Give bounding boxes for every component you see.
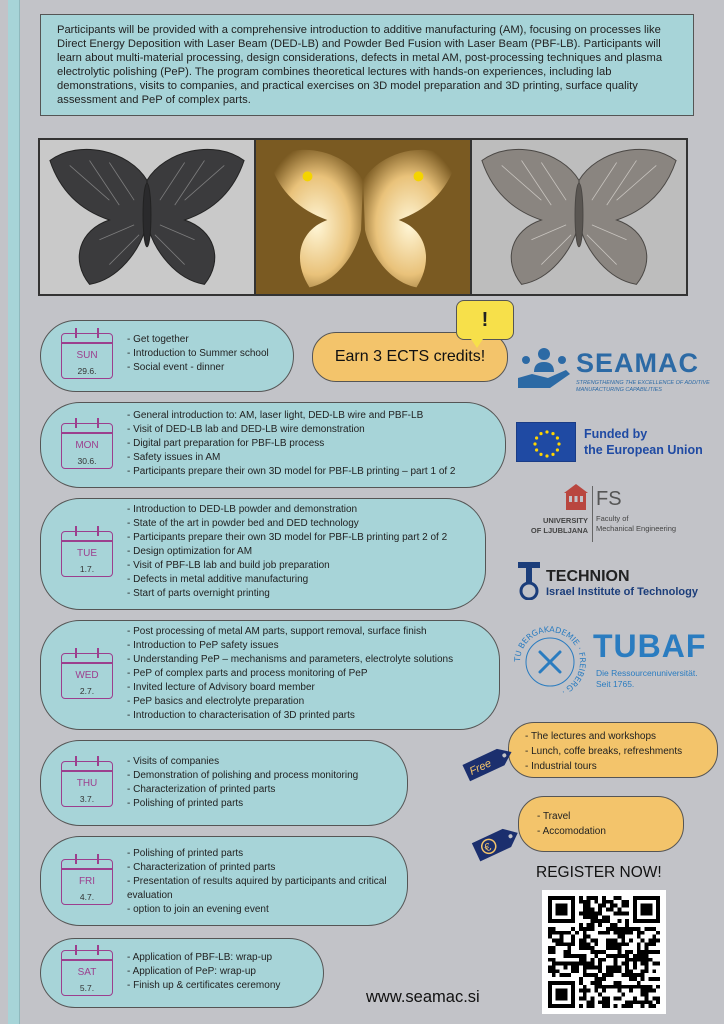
list-item: - Introduction to characterisation of 3D printed parts bbox=[127, 709, 453, 723]
list-item: - Start of parts overnight printing bbox=[127, 587, 447, 601]
university-name bbox=[520, 516, 588, 536]
day-card-mon bbox=[40, 402, 506, 488]
day-card-wed bbox=[40, 620, 500, 730]
day-name: SAT bbox=[77, 967, 97, 978]
eu-line-1: Funded by bbox=[584, 427, 648, 441]
faculty-name bbox=[596, 514, 676, 534]
tubaf-subtitle-1: Die Ressourcenuniversität. bbox=[596, 668, 698, 678]
seamac-subtitle: STRENGTHENING THE EXCELLENCE OF ADDITIVE MANUFACTURING CAPABILITIES bbox=[576, 380, 710, 393]
fs-mark: FS bbox=[596, 488, 622, 510]
free-tag-label: Free bbox=[467, 757, 494, 778]
tubaf-subtitle-2: Seit 1765. bbox=[596, 679, 635, 689]
tubaf-seal-icon bbox=[510, 622, 590, 702]
day-items bbox=[127, 333, 269, 375]
day-date: 5.7. bbox=[79, 983, 95, 993]
not-included-box bbox=[518, 796, 684, 852]
day-date: 2.7. bbox=[79, 686, 95, 696]
day-name: WED bbox=[75, 670, 99, 681]
day-date: 29.6. bbox=[77, 366, 97, 376]
day-date: 3.7. bbox=[79, 794, 95, 804]
list-item: - Application of PeP: wrap-up bbox=[127, 965, 280, 979]
eu-flag-icon bbox=[516, 422, 576, 462]
ects-badge: Earn 3 ECTS credits! bbox=[312, 332, 508, 382]
list-item: - Digital part preparation for PBF-LB process bbox=[127, 437, 456, 451]
qr-code[interactable] bbox=[542, 890, 666, 1014]
list-item: - Polishing of printed parts bbox=[127, 797, 358, 811]
free-tag-icon bbox=[456, 738, 520, 788]
faculty-line-2: Mechanical Engineering bbox=[596, 524, 677, 533]
list-item: - option to join an evening event bbox=[127, 903, 399, 917]
list-item: - Invited lecture of Advisory board member bbox=[127, 681, 453, 695]
list-item: - Visits of companies bbox=[127, 755, 358, 769]
calendar-icon bbox=[61, 333, 113, 379]
day-card-thu bbox=[40, 740, 408, 826]
day-card-sun bbox=[40, 320, 294, 392]
list-item: - Characterization of printed parts bbox=[127, 861, 399, 875]
day-date: 1.7. bbox=[79, 564, 95, 574]
list-item: - Social event - dinner bbox=[127, 361, 269, 375]
list-item: - PeP of complex parts and process monitoring of PeP bbox=[127, 667, 453, 681]
day-items bbox=[127, 847, 399, 917]
technion-logo-icon bbox=[516, 560, 542, 600]
day-card-fri bbox=[40, 836, 408, 926]
list-item: - Visit of DED-LB lab and DED-LB wire demonstration bbox=[127, 423, 456, 437]
list-item: - Visit of PBF-LB lab and build job preparation bbox=[127, 559, 447, 573]
list-item: - Accomodation bbox=[537, 824, 606, 839]
list-item: - Application of PBF-LB: wrap-up bbox=[127, 951, 280, 965]
free-items bbox=[525, 729, 682, 774]
day-name: TUE bbox=[77, 548, 97, 559]
list-item: - State of the art in powder bed and DED technology bbox=[127, 517, 447, 531]
euro-tag-icon bbox=[466, 818, 526, 868]
calendar-icon bbox=[61, 531, 113, 577]
list-item: - Introduction to DED-LB powder and demonstration bbox=[127, 503, 447, 517]
website-link[interactable]: www.seamac.si bbox=[366, 988, 480, 1006]
calendar-icon bbox=[61, 423, 113, 469]
list-item: - The lectures and workshops bbox=[525, 729, 682, 744]
calendar-icon bbox=[61, 950, 113, 996]
day-name: THU bbox=[76, 778, 98, 789]
day-name: MON bbox=[75, 440, 99, 451]
register-now: REGISTER NOW! bbox=[536, 864, 662, 881]
list-item: - Defects in metal additive manufacturing bbox=[127, 573, 447, 587]
list-item: - Get together bbox=[127, 333, 269, 347]
list-item: - Post processing of metal AM parts, support removal, surface finish bbox=[127, 625, 453, 639]
list-item: - Introduction to PeP safety issues bbox=[127, 639, 453, 653]
list-item: - Travel bbox=[537, 809, 606, 824]
technion-subtitle: Israel Institute of Technology bbox=[546, 586, 698, 598]
euro-tag-label: € bbox=[482, 841, 494, 855]
butterfly-photos bbox=[38, 138, 688, 296]
day-card-sat bbox=[40, 938, 324, 1008]
university-line-1: UNIVERSITY bbox=[542, 516, 588, 525]
list-item: - Presentation of results aquired by participants and critical evaluation bbox=[127, 875, 399, 903]
day-date: 4.7. bbox=[79, 892, 95, 902]
list-item: - Understanding PeP – mechanisms and parameters, electrolyte solutions bbox=[127, 653, 453, 667]
day-items bbox=[127, 625, 453, 723]
list-item: - PeP basics and electrolyte preparation bbox=[127, 695, 453, 709]
technion-title: TECHNION bbox=[546, 568, 630, 585]
calendar-icon bbox=[61, 859, 113, 905]
list-item: - General introduction to: AM, laser light, DED-LB wire and PBF-LB bbox=[127, 409, 456, 423]
alert-icon: ! bbox=[456, 300, 514, 340]
eu-funding-text bbox=[584, 426, 703, 458]
faculty-line-1: Faculty of bbox=[596, 514, 629, 523]
free-included-box bbox=[508, 722, 718, 778]
calendar-icon bbox=[61, 653, 113, 699]
list-item: - Industrial tours bbox=[525, 759, 682, 774]
university-line-2: OF LJUBLJANA bbox=[530, 526, 588, 535]
butterfly-photo-glowing bbox=[254, 140, 472, 294]
butterfly-photo-polished bbox=[472, 140, 686, 294]
list-item: - Participants prepare their own 3D model for PBF-LB printing part 2 of 2 bbox=[127, 531, 447, 545]
list-item: - Characterization of printed parts bbox=[127, 783, 358, 797]
calendar-icon bbox=[61, 761, 113, 807]
left-stripe bbox=[8, 0, 20, 1024]
list-item: - Polishing of printed parts bbox=[127, 847, 399, 861]
eu-line-2: the European Union bbox=[584, 443, 703, 457]
list-item: - Demonstration of polishing and process monitoring bbox=[127, 769, 358, 783]
list-item: - Finish up & certificates ceremony bbox=[127, 979, 280, 993]
tubaf-ring-text: TU BERGAKADEMIE · FREIBERG · bbox=[512, 624, 588, 697]
day-name: SUN bbox=[76, 350, 98, 361]
tubaf-title: TUBAF bbox=[593, 628, 707, 664]
list-item: - Introduction to Summer school bbox=[127, 347, 269, 361]
day-name: FRI bbox=[78, 876, 96, 887]
list-item: - Lunch, coffe breaks, refreshments bbox=[525, 744, 682, 759]
day-items bbox=[127, 951, 280, 993]
tubaf-subtitle bbox=[596, 668, 698, 690]
intro-box: Participants will be provided with a comprehensive introduction to additive manufacturing (AM), focusing on processes like Direct Energy Deposition with Laser Beam (DED-LB) and Powder Bed Fusion with Laser Beam (PBF-LB). Participants will learn about multi-material processing, design considerations, defects in metal AM, post-processing techniques and plasma electrolytic polishing (PeP). The program combines theoretical lectures with hands-on experiences, including lab demonstrations, visits to companies, and practical exercises on 3D model preparation and 3D printing, surface quality assessment and PeP of complex parts. bbox=[40, 14, 694, 116]
day-items bbox=[127, 755, 358, 811]
day-date: 30.6. bbox=[77, 456, 97, 466]
paid-items bbox=[537, 809, 606, 839]
divider bbox=[592, 486, 593, 542]
day-items bbox=[127, 409, 456, 479]
university-building-icon bbox=[564, 484, 588, 512]
day-items bbox=[127, 503, 447, 601]
seamac-logo-icon bbox=[516, 344, 572, 394]
butterfly-photo-dark bbox=[40, 140, 254, 294]
day-card-tue bbox=[40, 498, 486, 610]
list-item: - Participants prepare their own 3D model for PBF-LB printing – part 1 of 2 bbox=[127, 465, 456, 479]
seamac-title: SEAMAC bbox=[576, 348, 700, 378]
list-item: - Design optimization for AM bbox=[127, 545, 447, 559]
list-item: - Safety issues in AM bbox=[127, 451, 456, 465]
